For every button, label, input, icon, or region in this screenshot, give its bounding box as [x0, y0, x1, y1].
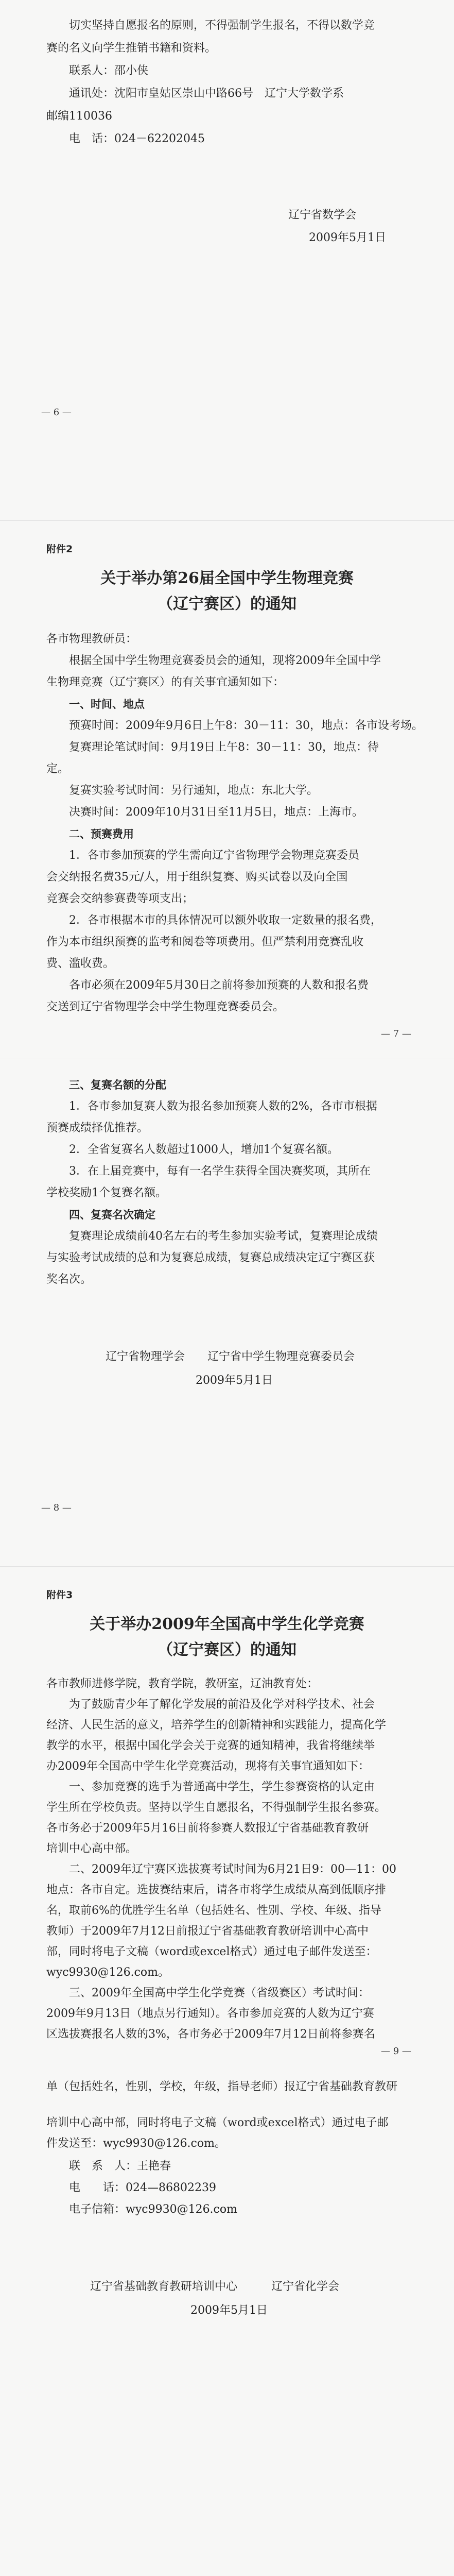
intro-line: 经济、人民生活的意义，培养学生的创新精神和实践能力，提高化学: [46, 1719, 387, 1732]
phone-number: 电 话：024－62202045: [69, 132, 205, 145]
clause-line: wyc9930@126.com。: [46, 1966, 169, 1979]
clause-line: 2009年9月13日（地点另行通知）。各市参加竞赛的人数为辽宁赛: [46, 2007, 374, 2020]
clause-line: 培训中心高中部。: [46, 1842, 137, 1855]
fee-line: 各市必须在2009年5月30日之前将参加预赛的人数和报名费: [69, 979, 369, 992]
intro-line: 为了鼓励青少年了解化学发展的前沿及化学对科学技术、社会: [69, 1698, 375, 1711]
clause-line: 区选拔赛报名人数的3%，各市务必于2009年7月12日前将参赛名: [46, 2028, 375, 2041]
signature-org: 辽宁省基础教育教研培训中心 辽宁省化学会: [90, 2280, 340, 2293]
annex-label: 附件3: [46, 1589, 73, 1601]
intro-line: 办2009年全国高中学生化学竞赛活动，现将有关事宜通知如下：: [46, 1760, 370, 1773]
intro-line: 教学的水平，根据中国化学会关于竞赛的通知精神，我省将继续举: [46, 1739, 375, 1752]
fee-line: 费、滥收费。: [46, 957, 115, 970]
section-heading: 二、预赛费用: [69, 828, 134, 840]
clause-line: 学生所在学校负责。坚持以学生自愿报名，不得强制学生报名参赛。: [46, 1801, 387, 1814]
clause-line: 件发送至：wyc9930@126.com。: [46, 2137, 226, 2150]
fee-line: 1．各市参加预赛的学生需向辽宁省物理学会物理竞赛委员: [69, 849, 359, 862]
email-address: 电子信箱：wyc9930@126.com: [69, 2203, 237, 2216]
signature-org: 辽宁省数学会: [288, 209, 357, 222]
time-line: 定。: [46, 762, 69, 775]
time-line: 复赛实验考试时间：另行通知，地点：东北大学。: [69, 784, 319, 797]
section-heading: 四、复赛名次确定: [69, 1209, 155, 1221]
rank-line: 复赛理论成绩前40名左右的考生参加实验考试，复赛理论成绩: [69, 1230, 378, 1243]
time-line: 复赛理论笔试时间：9月19日上午8：30－11：30，地点：待: [69, 741, 379, 754]
signature-org: 辽宁省物理学会 辽宁省中学生物理竞赛委员会: [106, 1350, 355, 1363]
intro-line: 根据全国中学生物理竞赛委员会的通知，现将2009年全国中学: [69, 654, 381, 667]
annex-3-page: [0, 1567, 454, 2113]
annex-2-page: [0, 521, 454, 1059]
fee-line: 2．各市根据本市的具体情况可以额外收取一定数量的报名费，: [69, 914, 382, 927]
page-number: — 6 —: [41, 407, 72, 418]
section-heading: 三、复赛名额的分配: [69, 1079, 166, 1091]
clause-line: 一、参加竞赛的选手为普通高中学生，学生参赛资格的认定由: [69, 1781, 375, 1793]
page-number: — 8 —: [41, 1502, 72, 1513]
notice-title-sub: （辽宁赛区）的通知: [158, 1641, 296, 1659]
time-line: 决赛时间：2009年10月31日至11月5日，地点：上海市。: [69, 806, 363, 819]
fee-line: 作为本市组织预赛的监考和阅卷等项费用。但严禁利用竞赛乱收: [46, 936, 364, 948]
clause-line: 名，取前6%的优胜学生名单（包括姓名、性别、学校、年级、指导: [46, 1904, 381, 1917]
clause-line: 单（包括姓名，性别，学校，年级，指导老师）报辽宁省基础教育教研: [46, 2080, 398, 2093]
clause-line: 各市务必于2009年5月16日前将参赛人数报辽宁省基础教育教研: [46, 1822, 369, 1835]
rank-line: 奖名次。: [46, 1273, 92, 1286]
contact-person: 联系人：邵小侠: [69, 64, 149, 77]
fee-line: 会交纳报名费35元/人，用于组织复赛、购买试卷以及向全国: [46, 871, 348, 884]
greeting: 各市物理教研员：: [46, 633, 137, 646]
signature-date: 2009年5月1日: [309, 231, 386, 244]
rank-line: 与实验考试成绩的总和为复赛总成绩，复赛总成绩决定辽宁赛区获: [46, 1251, 375, 1264]
quota-line: 学校奖励1个复赛名额。: [46, 1187, 167, 1199]
clause-line: 教师）于2009年7月12日前报辽宁省基础教育教研培训中心高中: [46, 1925, 369, 1938]
fee-line: 竞赛会交纳参赛费等项支出；: [46, 892, 194, 905]
quota-line: 2．全省复赛名人数超过1000人，增加1个复赛名额。: [69, 1143, 339, 1156]
quota-line: 预赛成绩择优推荐。: [46, 1122, 149, 1134]
annex-label: 附件2: [46, 544, 73, 555]
notice-title-sub: （辽宁赛区）的通知: [158, 595, 296, 613]
clause-line: 三、2009年全国高中学生化学竞赛（省级赛区）考试时间：: [69, 1987, 370, 1999]
phone-number: 电 话：024—86802239: [69, 2181, 216, 2194]
body-line: 赛的名义向学生推销书籍和资料。: [46, 42, 217, 55]
time-line: 预赛时间：2009年9月6日上午8：30－11：30，地点：各市设考场。: [69, 719, 423, 732]
quota-line: 1．各市参加复赛人数为报名参加预赛人数的2%，各市市根据: [69, 1100, 377, 1113]
mailing-address: 通讯处：沈阳市皇姑区崇山中路66号 辽宁大学数学系: [69, 87, 344, 100]
section-heading: 一、时间、地点: [69, 698, 145, 710]
postcode: 邮编110036: [46, 110, 112, 123]
clause-line: 地点：各市自定。选拔赛结束后，请各市将学生成绩从高到低顺序排: [46, 1884, 387, 1896]
page-number: — 9 —: [381, 2046, 411, 2057]
signature-date: 2009年5月1日: [190, 2304, 268, 2317]
body-line: 切实坚持自愿报名的原则，不得强制学生报名，不得以数学竞: [69, 19, 375, 32]
contact-person: 联 系 人：王艳春: [69, 2160, 171, 2173]
page-number: — 7 —: [381, 1028, 411, 1039]
quota-line: 3．在上届竞赛中，每有一名学生获得全国决赛奖项，其所在: [69, 1165, 371, 1178]
page-6: [0, 0, 454, 520]
clause-line: 部，同时将电子文稿（word或excel格式）通过电子邮件发送至：: [46, 1945, 377, 1958]
annex-3-page-2: [0, 2113, 454, 2576]
greeting: 各市教师进修学院，教育学院，教研室，辽油教育处：: [46, 1677, 319, 1690]
clause-line: 培训中心高中部，同时将电子文稿（word或excel格式）通过电子邮: [46, 2116, 389, 2129]
notice-title: 关于举办2009年全国高中学生化学竞赛: [90, 1615, 364, 1633]
annex-2-page-2: [0, 1059, 454, 1566]
fee-line: 交送到辽宁省物理学会中学生物理竞赛委员会。: [46, 1001, 285, 1013]
intro-line: 生物理竞赛（辽宁赛区）的有关事宜通知如下：: [46, 676, 285, 689]
clause-line: 二、2009年辽宁赛区选拔赛考试时间为6月21日9：00—11：00: [69, 1863, 396, 1876]
notice-title: 关于举办第26届全国中学生物理竞赛: [100, 569, 354, 587]
signature-date: 2009年5月1日: [196, 1374, 273, 1387]
